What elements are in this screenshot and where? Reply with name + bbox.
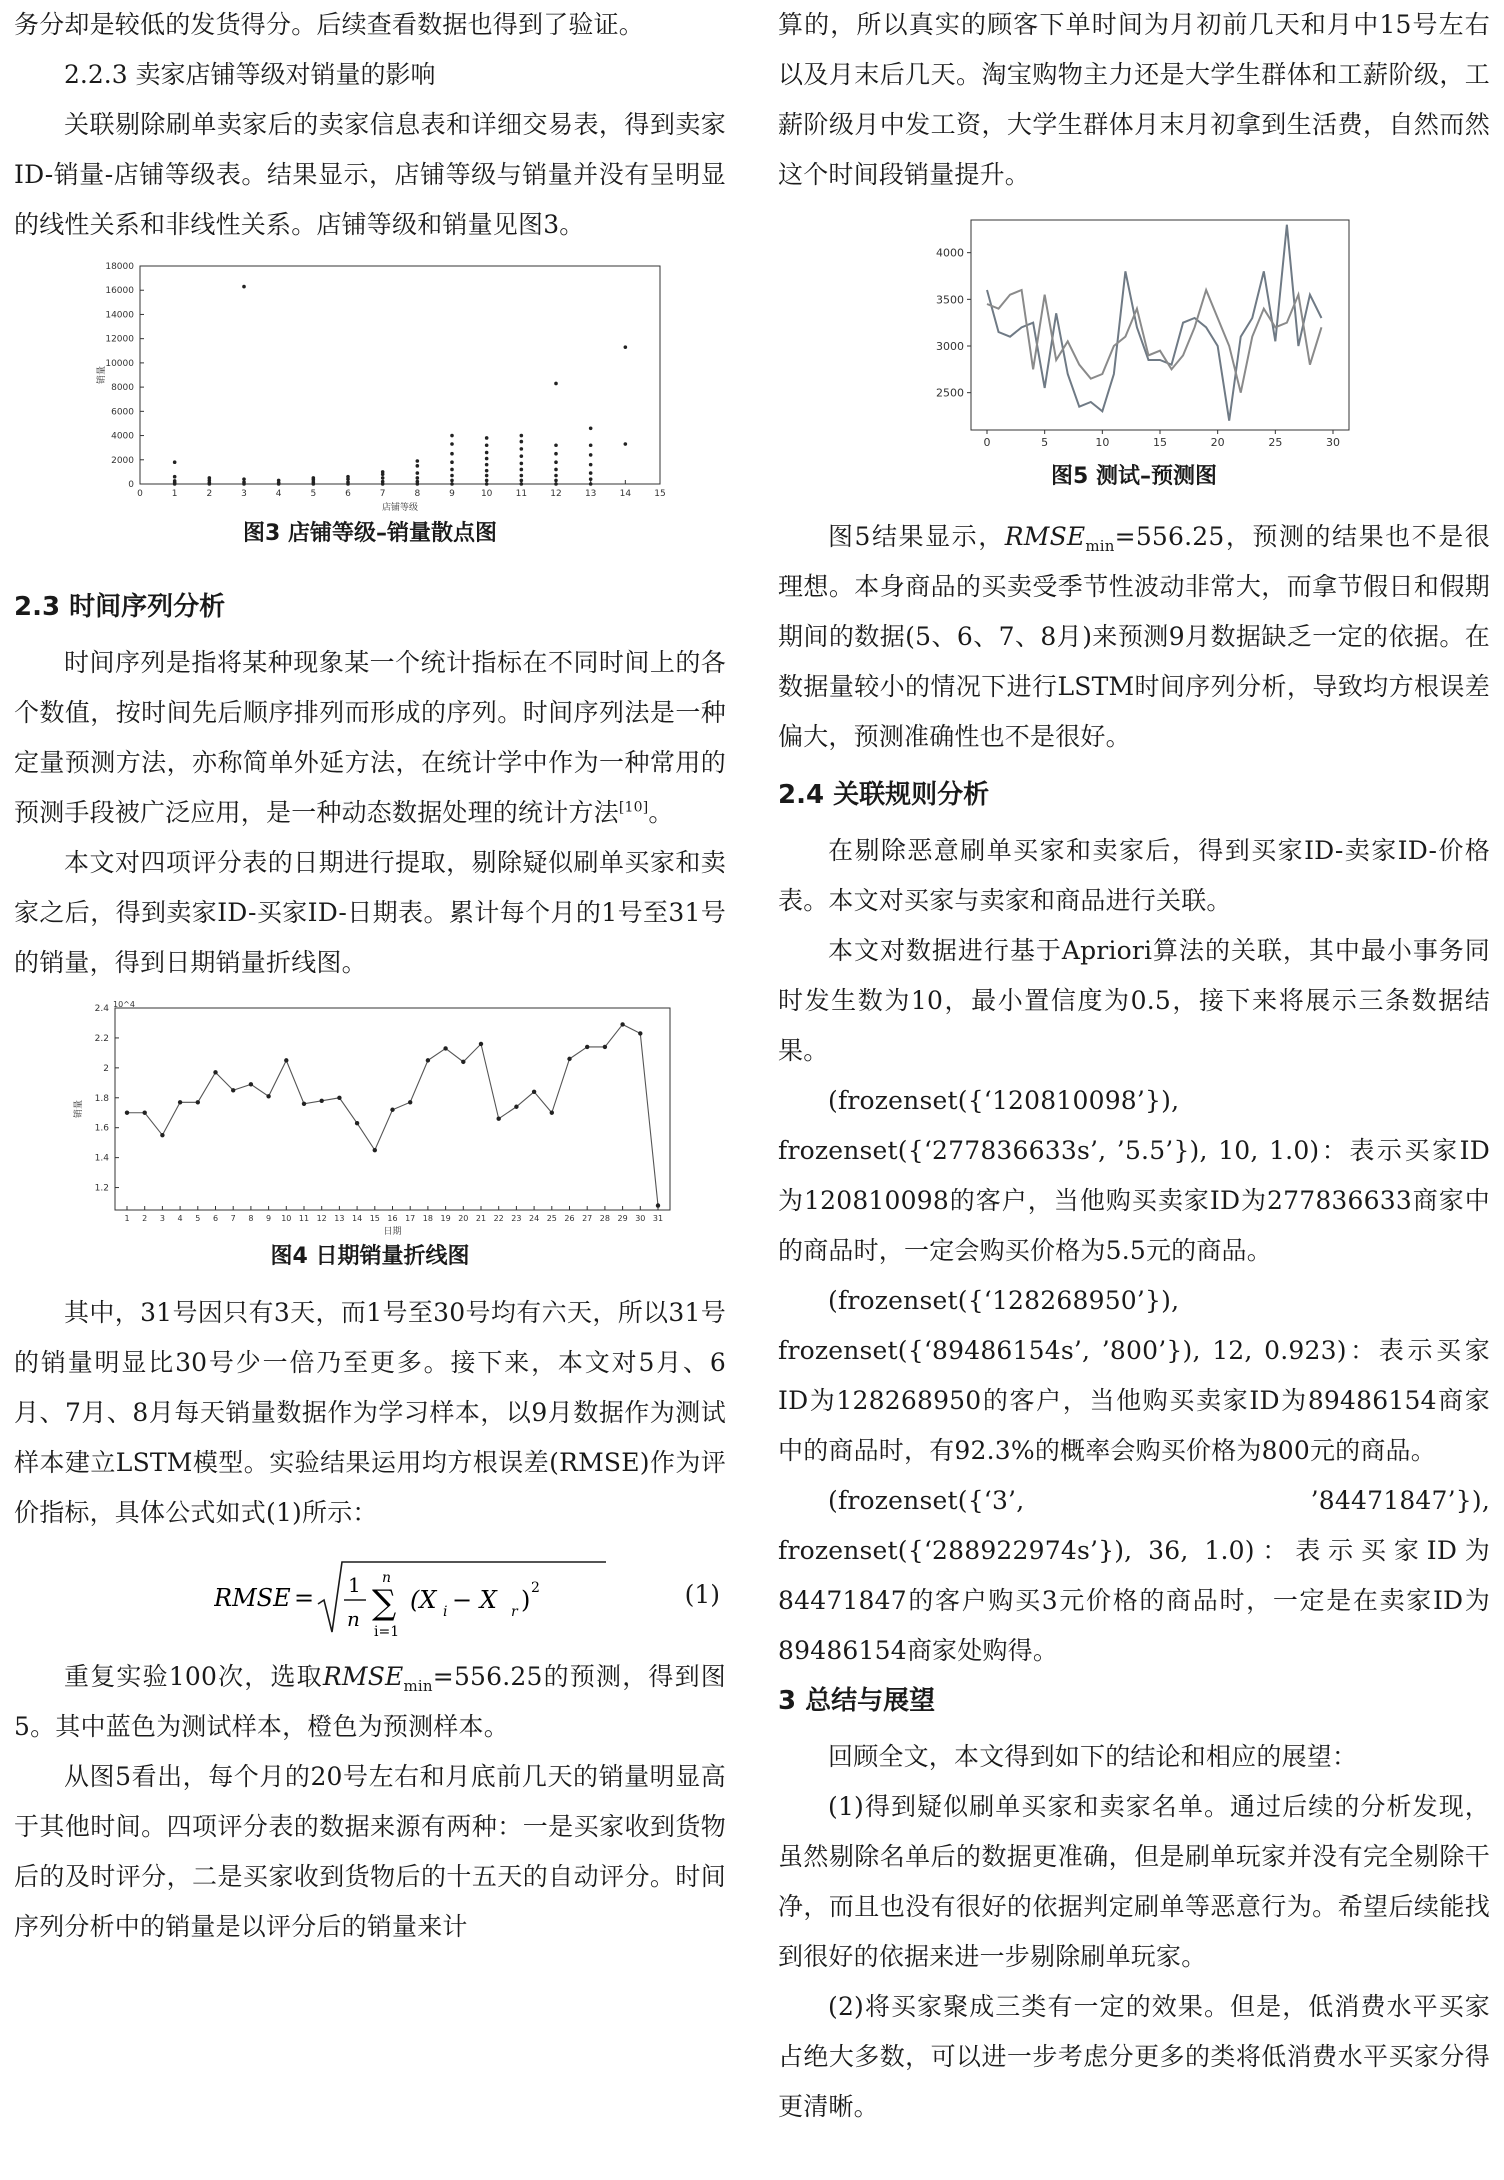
data-point <box>390 1108 394 1112</box>
scatter-point <box>173 475 177 479</box>
scatter-point <box>450 452 454 456</box>
x-tick-label: 0 <box>983 436 991 449</box>
x-tick-label: 5 <box>195 1214 201 1223</box>
x-tick-label: 18 <box>422 1214 433 1223</box>
y-tick-label: 16000 <box>105 286 134 297</box>
y-multiplier: 10^4 <box>113 1000 135 1009</box>
scatter-point <box>416 471 420 475</box>
data-point <box>514 1105 518 1109</box>
figure-3 <box>70 260 670 516</box>
y-tick-label: 2.4 <box>94 1004 109 1014</box>
x-tick-label: 20 <box>1210 436 1225 449</box>
y-tick-label: 4000 <box>111 431 134 442</box>
paragraph: 关联剔除刷单卖家后的卖家信息表和详细交易表，得到卖家ID-销量-店铺等级表。结果显示，店铺等级与销量并没有呈明显的线性关系和非线性关系。店铺等级和销量见图3。 <box>14 110 726 239</box>
x-tick-label: 15 <box>1153 436 1167 449</box>
x-tick-label: 3 <box>159 1214 165 1223</box>
citation: [10] <box>618 799 649 816</box>
y-tick-label: 1.6 <box>94 1123 109 1134</box>
y-tick-label: 1.2 <box>94 1183 109 1194</box>
data-point <box>638 1031 642 1035</box>
scatter-point <box>485 436 489 440</box>
scatter-point <box>242 285 246 289</box>
x-tick-label: 9 <box>266 1214 272 1223</box>
plot-frame <box>140 266 660 484</box>
scatter-chart <box>70 260 670 516</box>
svg-text:n: n <box>347 1607 360 1631</box>
paragraph: 回顾全文，本文得到如下的结论和相应的展望： <box>828 1742 1358 1771</box>
scatter-point <box>554 443 558 447</box>
data-point <box>567 1057 571 1061</box>
svg-text:1: 1 <box>348 1573 361 1597</box>
x-tick-label: 4 <box>275 489 282 499</box>
scatter-point <box>520 479 524 483</box>
scatter-point <box>381 476 385 480</box>
x-tick-label: 9 <box>449 489 455 499</box>
y-tick-label: 3500 <box>936 293 964 307</box>
data-point <box>620 1022 624 1026</box>
y-tick-label: 6000 <box>111 407 134 418</box>
x-tick-label: 3 <box>241 489 247 499</box>
y-tick-label: 2000 <box>111 455 134 466</box>
data-point <box>284 1058 288 1062</box>
scatter-point <box>520 474 524 478</box>
y-tick-label: 1.4 <box>94 1153 109 1164</box>
svg-text:=: = <box>294 1584 315 1612</box>
data-point <box>426 1058 430 1062</box>
svg-text:(X: (X <box>410 1586 437 1614</box>
x-tick-label: 21 <box>475 1214 487 1223</box>
x-tick-label: 5 <box>310 489 317 499</box>
x-tick-label: 12 <box>316 1214 327 1223</box>
scatter-point <box>554 474 558 478</box>
scatter-point <box>485 457 489 461</box>
data-point <box>532 1090 536 1094</box>
data-point <box>603 1045 607 1049</box>
y-tick-label: 2.2 <box>94 1033 109 1044</box>
scatter-point <box>450 479 454 483</box>
series-line-2 <box>987 290 1321 393</box>
data-point <box>178 1100 182 1104</box>
x-tick-label: 13 <box>334 1214 345 1223</box>
scatter-point <box>554 468 558 472</box>
scatter-point <box>485 443 489 447</box>
x-tick-label: 31 <box>652 1214 664 1223</box>
x-tick-label: 15 <box>654 489 666 499</box>
scatter-point <box>242 477 246 481</box>
x-tick-label: 24 <box>529 1214 540 1223</box>
x-tick-label: 6 <box>212 1214 219 1223</box>
x-tick-label: 25 <box>546 1214 557 1223</box>
scatter-point <box>554 452 558 456</box>
x-tick-label: 29 <box>617 1214 628 1223</box>
y-tick-label: 10000 <box>105 358 134 369</box>
scatter-point <box>554 479 558 483</box>
x-tick-label: 10 <box>281 1214 292 1223</box>
data-point <box>461 1060 465 1064</box>
scatter-point <box>589 443 593 447</box>
x-tick-label: 0 <box>137 489 143 499</box>
y-tick-label: 0 <box>128 480 134 490</box>
data-point <box>656 1203 660 1207</box>
scatter-point <box>450 442 454 446</box>
scatter-point <box>624 442 628 446</box>
scatter-point <box>485 474 489 478</box>
y-tick-label: 3000 <box>936 340 964 353</box>
x-axis-label: 店铺等级 <box>381 503 419 513</box>
x-axis-label: 日期 <box>383 1227 402 1237</box>
scatter-point <box>520 462 524 466</box>
figure-5 <box>909 212 1359 460</box>
scatter-point <box>416 459 420 463</box>
scatter-point <box>416 464 420 468</box>
scatter-point <box>589 471 593 475</box>
svg-text:i=1: i=1 <box>374 1624 400 1640</box>
data-point <box>320 1099 324 1103</box>
scatter-point <box>520 440 524 444</box>
x-tick-label: 5 <box>1041 436 1049 449</box>
x-tick-label: 2 <box>206 489 213 499</box>
section-heading: 2.3 时间序列分析 <box>14 592 226 622</box>
subsection-heading: 2.2.3 卖家店铺等级对销量的影响 <box>64 60 436 89</box>
y-tick-label: 12000 <box>105 334 134 345</box>
x-tick-label: 16 <box>387 1214 398 1223</box>
x-tick-label: 1 <box>124 1214 130 1223</box>
svg-text:i: i <box>443 1604 448 1620</box>
scatter-point <box>589 463 593 467</box>
svg-text:n: n <box>382 1570 392 1586</box>
data-point <box>355 1121 359 1125</box>
test-prediction-chart <box>909 212 1359 460</box>
scatter-point <box>554 382 558 386</box>
scatter-point <box>624 345 628 349</box>
x-tick-label: 25 <box>1268 436 1283 449</box>
x-tick-label: 10 <box>480 489 493 499</box>
data-point <box>337 1096 341 1100</box>
rmse-formula <box>214 1552 614 1644</box>
paragraph: (1)得到疑似刷单买家和卖家名单。通过后续的分析发现，虽然剔除名单后的数据更准确，但是刷单玩家并没有完全剔除干净，而且也没有很好的依据判定刷单等恶意行为。希望后续能找到很好的依据来进一步剔除刷单玩家。 <box>778 1792 1490 1971</box>
x-tick-label: 2 <box>142 1214 148 1223</box>
x-tick-label: 14 <box>352 1214 363 1223</box>
x-tick-label: 7 <box>230 1214 236 1223</box>
scatter-point <box>520 454 524 458</box>
scatter-point <box>173 479 177 483</box>
x-tick-label: 22 <box>493 1214 504 1223</box>
scatter-point <box>520 447 524 451</box>
scatter-point <box>589 453 593 457</box>
scatter-point <box>485 469 489 473</box>
data-point <box>160 1133 164 1137</box>
paragraph: 务分却是较低的发货得分。后续查看数据也得到了验证。 <box>14 10 645 39</box>
paragraph: (frozenset({‘120810098’}), frozenset({‘277836633s’, ’5.5’}), 10, 1.0)：表示买家ID为120810098的客户，当他购买卖家ID为277836633商家中的商品时，一定会购买价格为5.5元的商品。 <box>778 1086 1490 1265</box>
paragraph: 本文对四项评分表的日期进行提取，剔除疑似刷单买家和卖家之后，得到卖家ID-买家ID-日期表。累计每个月的1号至31号的销量，得到日期销量折线图。 <box>14 848 726 977</box>
scatter-point <box>208 476 212 480</box>
scatter-point <box>589 477 593 481</box>
svg-text:− X: − X <box>452 1586 497 1614</box>
data-point <box>497 1117 501 1121</box>
y-axis-label: 销量 <box>97 365 107 385</box>
paragraph: 重复实验100次，选取$RMSE_{min}=556.25$的预测，得到图5。其中蓝色为测试样本，橙色为预测样本。 <box>14 1662 726 1741</box>
y-tick-label: 14000 <box>105 310 134 321</box>
left-column <box>14 0 726 1952</box>
scatter-point <box>520 468 524 472</box>
x-tick-label: 10 <box>1095 436 1110 449</box>
section-heading: 3 总结与展望 <box>778 1686 936 1716</box>
equation-number: (1) <box>684 1580 720 1609</box>
data-point <box>196 1100 200 1104</box>
paragraph: 算的，所以真实的顾客下单时间为月初前几天和月中15号左右以及月末后几天。淘宝购物主力还是大学生群体和工薪阶级，工薪阶级月中发工资，大学生群体月末月初拿到生活费，自然而然这个时间段销量提升。 <box>778 10 1490 189</box>
x-tick-label: 27 <box>582 1214 593 1223</box>
x-tick-label: 14 <box>619 489 632 499</box>
equation-1 <box>14 1552 726 1644</box>
scatter-point <box>173 460 177 464</box>
paragraph: 本文对数据进行基于Apriori算法的关联，其中最小事务同时发生数为10，最小置信度为0.5，接下来将展示三条数据结果。 <box>778 936 1490 1065</box>
series-line <box>127 1024 658 1205</box>
data-point <box>550 1111 554 1115</box>
scatter-point <box>416 480 420 484</box>
x-tick-label: 13 <box>584 489 597 499</box>
data-point <box>443 1046 447 1050</box>
x-tick-label: 23 <box>511 1214 522 1223</box>
scatter-point <box>381 480 385 484</box>
data-point <box>373 1148 377 1152</box>
data-point <box>585 1045 589 1049</box>
figure-caption: 图4 日期销量折线图 <box>270 1244 470 1269</box>
x-tick-label: 4 <box>177 1214 183 1223</box>
x-tick-label: 15 <box>369 1214 380 1223</box>
data-point <box>143 1111 147 1115</box>
figure-4 <box>55 998 685 1238</box>
scatter-point <box>589 426 593 430</box>
scatter-point <box>485 451 489 455</box>
x-tick-label: 30 <box>635 1214 646 1223</box>
scatter-point <box>381 470 385 474</box>
y-tick-label: 8000 <box>111 383 134 394</box>
figure-caption: 图5 测试–预测图 <box>1051 464 1217 489</box>
section-heading: 2.4 关联规则分析 <box>778 780 990 810</box>
paragraph: 在剔除恶意刷单买家和卖家后，得到买家ID-卖家ID-价格表。本文对买家与卖家和商品进行关联。 <box>778 836 1490 915</box>
x-tick-label: 26 <box>564 1214 575 1223</box>
data-point <box>249 1082 253 1086</box>
scatter-point <box>554 460 558 464</box>
y-tick-label: 2500 <box>936 386 964 400</box>
scatter-point <box>450 460 454 464</box>
x-tick-label: 30 <box>1326 436 1340 449</box>
paragraph: (frozenset({‘128268950’}), frozenset({‘89486154s’, ’800’}), 12, 0.923)：表示买家ID为128268950的客户，当他购买卖家ID为89486154商家中的商品时，有92.3%的概率会购买价格为800元的商品。 <box>778 1286 1490 1465</box>
scatter-point <box>554 482 558 486</box>
scatter-point <box>589 482 593 486</box>
y-tick-label: 2 <box>103 1063 109 1074</box>
data-point <box>125 1111 129 1115</box>
scatter-point <box>277 479 281 483</box>
x-tick-label: 12 <box>550 489 562 499</box>
x-tick-label: 7 <box>379 489 386 499</box>
scatter-point <box>485 482 489 486</box>
eq-lhs: RMSE <box>214 1584 291 1612</box>
paragraph: 其中，31号因只有3天，而1号至30号均有六天，所以31号的销量明显比30号少一倍乃至更多。接下来，本文对5月、6月、7月、8月每天销量数据作为学习样本，以9月数据作为测试样本建立LSTM模型。实验结果运用均方根误差(RMSE)作为评价指标，具体公式如式(1)所示： <box>14 1298 726 1527</box>
x-tick-label: 6 <box>345 489 351 499</box>
y-tick-label: 4000 <box>936 246 964 260</box>
x-tick-label: 28 <box>599 1214 610 1223</box>
svg-text:): ) <box>521 1586 531 1614</box>
scatter-point <box>312 476 316 480</box>
data-point <box>479 1042 483 1046</box>
data-point <box>266 1094 270 1098</box>
scatter-point <box>485 463 489 467</box>
data-point <box>213 1070 217 1074</box>
scatter-point <box>346 475 350 479</box>
scatter-point <box>520 434 524 438</box>
x-tick-label: 19 <box>440 1214 451 1223</box>
paragraph: 从图5看出，每个月的20号左右和月底前几天的销量明显高于其他时间。四项评分表的数据来源有两种：一是买家收到货物后的及时评分，二是买家收到货物后的十五天的自动评分。时间序列分析中的销量是以评分后的销量来计 <box>14 1762 726 1941</box>
x-tick-label: 8 <box>248 1214 254 1223</box>
scatter-point <box>450 482 454 486</box>
scatter-point <box>485 479 489 483</box>
x-tick-label: 20 <box>458 1214 469 1223</box>
data-point <box>302 1102 306 1106</box>
svg-text:2: 2 <box>531 1580 540 1596</box>
scatter-point <box>450 474 454 478</box>
svg-text:r: r <box>511 1604 518 1620</box>
scatter-point <box>450 434 454 438</box>
right-column <box>778 0 1490 2132</box>
x-tick-label: 17 <box>405 1214 416 1223</box>
y-tick-label: 18000 <box>105 262 134 272</box>
data-point <box>408 1100 412 1104</box>
x-tick-label: 11 <box>515 489 528 499</box>
svg-text:∑: ∑ <box>372 1583 397 1623</box>
x-tick-label: 11 <box>298 1214 310 1223</box>
paragraph: (2)将买家聚成三类有一定的效果。但是，低消费水平买家占绝大多数，可以进一步考虑分更多的类将低消费水平买家分得更清晰。 <box>778 1992 1490 2121</box>
scatter-point <box>520 482 524 486</box>
paragraph: 时间序列是指将某种现象某一个统计指标在不同时间上的各个数值，按时间先后顺序排列而形成的序列。时间序列法是一种定量预测方法，亦称简单外延方法，在统计学中作为一种常用的预测手段被广泛应用，是一种动态数据处理的统计方法[10]。 <box>14 648 726 827</box>
scatter-point <box>416 476 420 480</box>
x-tick-label: 8 <box>414 489 421 499</box>
y-axis-label: 销量 <box>74 1099 84 1119</box>
paragraph: 图5结果显示，$RMSE_{min}=556.25$，预测的结果也不是很理想。本身商品的买卖受季节性波动非常大，而拿节假日和假期期间的数据(5、6、7、8月)来预测9月数据缺乏一定的依据。在数据量较小的情况下进行LSTM时间序列分析，导致均方根误差偏大，预测准确性也不是很好。 <box>778 522 1490 751</box>
figure-caption: 图3 店铺等级–销量散点图 <box>243 521 497 546</box>
y-tick-label: 1.8 <box>94 1093 109 1104</box>
scatter-point <box>450 468 454 472</box>
x-tick-label: 1 <box>171 489 178 499</box>
paragraph: (frozenset({‘3’, ’84471847’}), frozenset({‘288922974s’}), 36, 1.0)：表示买家ID为84471847的客户购买3元价格的商品时，一定是在卖家ID为89486154商家处购得。 <box>778 1486 1490 1665</box>
data-point <box>231 1088 235 1092</box>
line-chart <box>55 998 685 1238</box>
